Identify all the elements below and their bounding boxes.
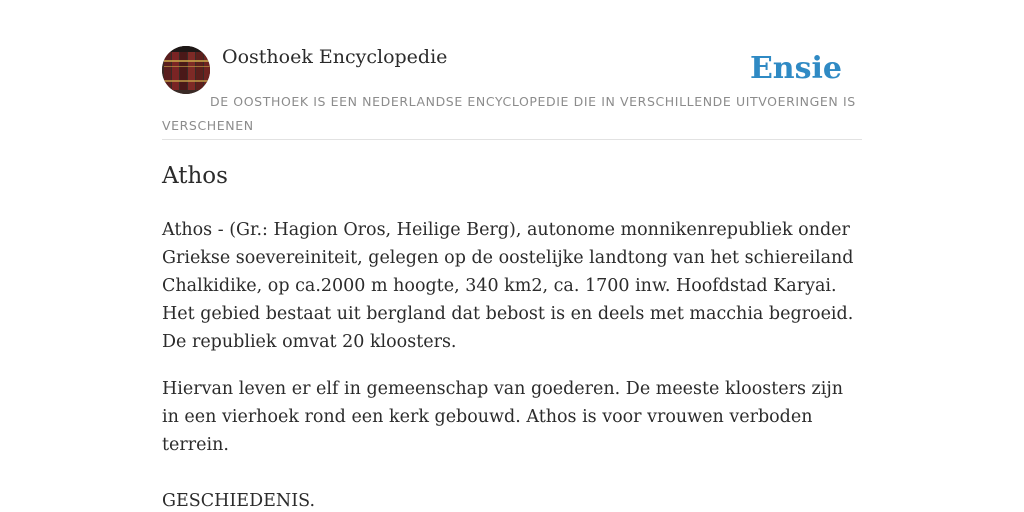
article-title: Athos [162, 163, 228, 189]
ensie-logo[interactable]: Ensie [749, 51, 842, 86]
encyclopedia-books-icon[interactable] [162, 46, 210, 94]
article-paragraph: Hiervan leven er elf in gemeenschap van goederen. De meeste kloosters zijn in een vierhoek rond een kerk gebouwd. Athos is voor vrouwen verboden terrein. [162, 379, 844, 455]
source-description: DE OOSTHOEK IS EEN NEDERLANDSE ENCYCLOPEDIE DIE IN VERSCHILLENDE UITVOERINGEN IS VERSCHENEN [162, 94, 856, 133]
article-body [162, 216, 862, 512]
page-container [162, 0, 862, 511]
article-paragraph: Athos - (Gr.: Hagion Oros, Heilige Berg), autonome monnikenrepubliek onder Griekse soevereiniteit, gelegen op de oostelijke landtong van het schiereiland Chalkidike, op ca.2000 m hoogte, 340 km2, ca. 1700 inw. Hoofdstad Karyai. Het gebied bestaat uit bergland dat bebost is en deels met macchia begroeid. De republiek omvat 20 kloosters. [162, 220, 854, 352]
section-heading: GESCHIEDENIS. [162, 491, 316, 511]
source-header [162, 0, 862, 140]
source-title[interactable]: Oosthoek Encyclopedie [222, 46, 448, 68]
